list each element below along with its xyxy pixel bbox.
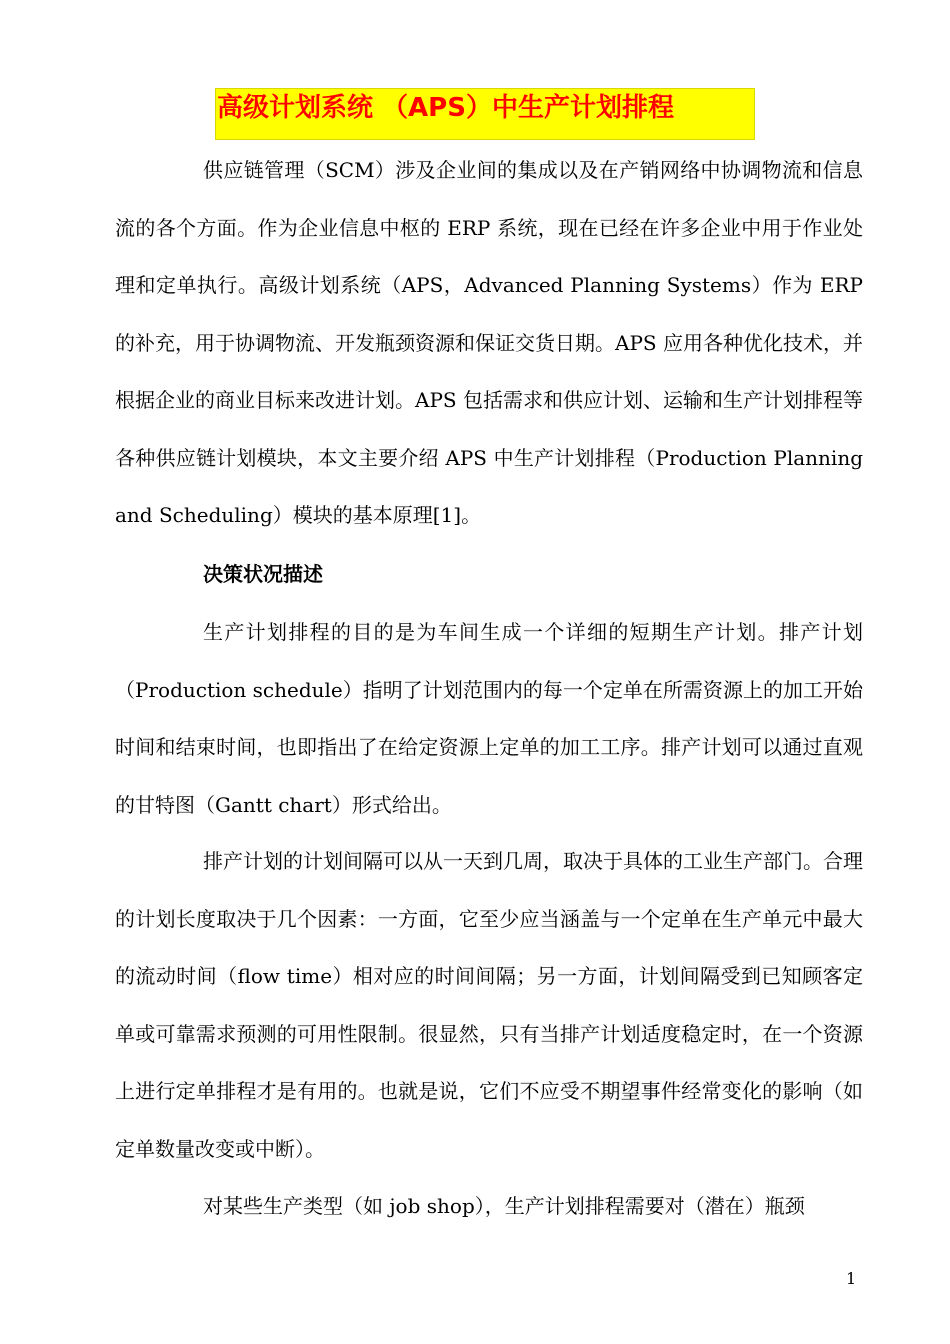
document-title: 高级计划系统 （APS）中生产计划排程	[217, 93, 674, 123]
intro-paragraph: 供应链管理（SCM）涉及企业间的集成以及在产销网络中协调物流和信息流的各个方面。作为企业信息中枢的 ERP 系统，现在已经在许多企业中用于作业处理和定单执行。高级计划系统（APS，Advanced Planning Systems）作为 ERP 的补充，用于协调物流、开发瓶颈资源和保证交货日期。APS 应用各种优化技术，并根据企业的商业目标来改进计划。APS 包括需求和供应计划、运输和生产计划排程等各种供应链计划模块，本文主要介绍 APS 中生产计划排程（Production Planning and Scheduling）模块的基本原理[1]。	[115, 158, 863, 527]
section-heading: 决策状况描述	[203, 562, 323, 586]
section-paragraph-2: 排产计划的计划间隔可以从一天到几周，取决于具体的工业生产部门。合理的计划长度取决于几个因素：一方面，它至少应当涵盖与一个定单在生产单元中最大的流动时间（flow time）相对应的时间间隔；另一方面，计划间隔受到已知顾客定单或可靠需求预测的可用性限制。很显然，只有当排产计划适度稳定时，在一个资源上进行定单排程才是有用的。也就是说，它们不应受不期望事件经常变化的影响（如定单数量改变或中断）。	[115, 849, 863, 1161]
section-paragraph-1: 生产计划排程的目的是为车间生成一个详细的短期生产计划。排产计划（Production schedule）指明了计划范围内的每一个定单在所需资源上的加工开始时间和结束时间，也即指出了在给定资源上定单的加工工序。排产计划可以通过直观的甘特图（Gantt chart）形式给出。	[115, 620, 863, 817]
page-number: 1	[846, 1269, 857, 1288]
section-paragraph-3: 对某些生产类型（如 job shop），生产计划排程需要对（潜在）瓶颈	[203, 1194, 805, 1218]
